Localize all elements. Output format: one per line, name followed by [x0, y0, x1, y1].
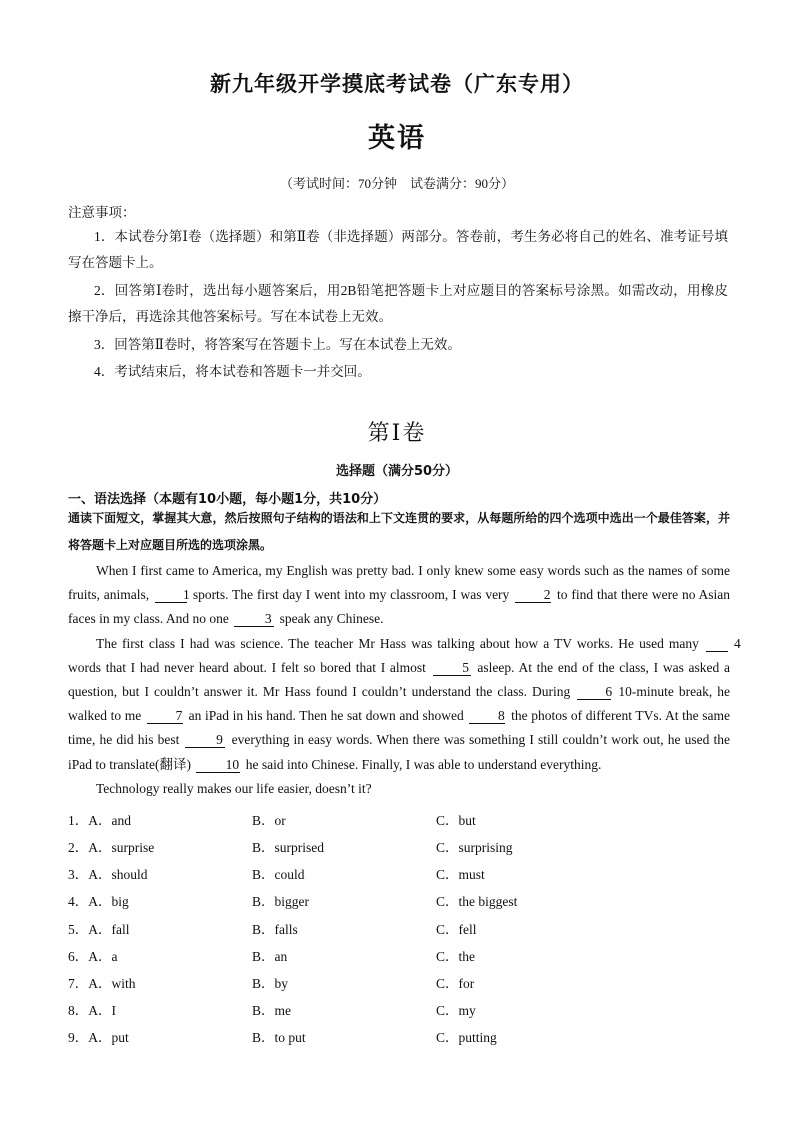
- note-item: 1．本试卷分第Ⅰ卷（选择题）和第Ⅱ卷（非选择题）两部分。答卷前，考生务必将自己的姓名、准考证号填写在答题卡上。: [68, 229, 728, 270]
- passage-paragraph-2: The first class I had was science. The teacher Mr Hass was talking about how a TV works. He used many 4 words that I had never heard about. I felt so bored that I almost 5 asleep. At the end of the class, I was asked a question, but I couldn’t answer it. Mr Hass found I couldn’t understand the class. During 6 10-minute break, he walked to me 7 an iPad in his hand. Then he sat down and showed 8 the photos of different TVs. At the same time, he did his best 9 everything in easy words. When there was something I still couldn’t work out, he used the iPad to translate(翻译) 10 he said into Chinese. Finally, I was able to understand everything.: [68, 635, 741, 772]
- option-c[interactable]: C．the: [436, 949, 475, 964]
- option-c[interactable]: C．for: [436, 976, 475, 991]
- option-b[interactable]: B．could: [252, 867, 305, 882]
- option-c[interactable]: C．putting: [436, 1030, 497, 1045]
- answer-blank: 2: [515, 587, 551, 603]
- question-row: 1．A．and B．or C．but: [68, 809, 730, 831]
- question-row: 9．A．put B．to put C．putting: [68, 1026, 730, 1048]
- option-c[interactable]: C．fell: [436, 922, 477, 937]
- section-title: 选择题（满分50分）: [335, 464, 459, 479]
- volume-title: 第Ⅰ卷: [367, 420, 427, 445]
- question-row: 4．A．big B．bigger C．the biggest: [68, 890, 730, 912]
- option-b[interactable]: B．to put: [252, 1030, 306, 1045]
- option-b[interactable]: B．bigger: [252, 894, 309, 909]
- question-row: 8．A．I B．me C．my: [68, 999, 730, 1021]
- reading-passage: [68, 559, 741, 801]
- option-c[interactable]: C．must: [436, 867, 485, 882]
- option-c[interactable]: C．but: [436, 813, 476, 828]
- time-info: （考试时间：70分钟 试卷满分：90分）: [279, 176, 514, 191]
- passage-paragraph-3: Technology really makes our life easier, doesn’t it?: [96, 780, 372, 796]
- answer-blank: 9: [185, 732, 225, 748]
- note-item: 3．回答第Ⅱ卷时，将答案写在答题卡上。写在本试卷上无效。: [94, 337, 461, 352]
- note-item: 2．回答第Ⅰ卷时，选出每小题答案后，用2B铅笔把答题卡上对应题目的答案标号涂黑。如需改动，用橡皮擦干净后，再选涂其他答案标号。写在本试卷上无效。: [68, 283, 728, 324]
- answer-blank: 3: [234, 611, 274, 627]
- answer-blank: 6: [577, 684, 611, 700]
- answer-blank: 8: [469, 708, 505, 724]
- option-b[interactable]: B．or: [252, 813, 286, 828]
- answer-blank: 10: [196, 757, 240, 773]
- option-b[interactable]: B．me: [252, 1003, 291, 1018]
- notes-heading: 注意事项：: [68, 205, 136, 220]
- answer-blank: 1: [155, 587, 187, 603]
- question-row: 3．A．should B．could C．must: [68, 863, 730, 885]
- question-row: 5．A．fall B．falls C．fell: [68, 918, 730, 940]
- option-b[interactable]: B．surprised: [252, 840, 324, 855]
- question-row: 6．A．a B．an C．the: [68, 945, 730, 967]
- answer-blank: 7: [147, 708, 183, 724]
- subject-title: 英语: [368, 123, 426, 154]
- option-b[interactable]: B．by: [252, 976, 289, 991]
- answer-blank: 4: [706, 636, 728, 652]
- option-b[interactable]: B．falls: [252, 922, 298, 937]
- question-row: 7．A．with B．by C．for: [68, 972, 730, 994]
- exam-title: 新九年级开学摸底考试卷（广东专用）: [210, 72, 584, 96]
- part-heading: 一、语法选择（本题有10小题，每小题1分，共10分）: [68, 492, 387, 507]
- option-c[interactable]: C．surprising: [436, 840, 513, 855]
- question-row: 2．A．surprise B．surprised C．surprising: [68, 836, 730, 858]
- option-c[interactable]: C．the biggest: [436, 894, 518, 909]
- option-b[interactable]: B．an: [252, 949, 288, 964]
- part-instruction: 通读下面短文，掌握其大意，然后按照句子结构的语法和上下文连贯的要求，从每题所给的四个选项中选出一个最佳答案，并将答题卡上对应题目所选的选项涂黑。: [68, 511, 730, 552]
- answer-blank: 5: [433, 660, 471, 676]
- passage-paragraph-1: When I first came to America, my English was pretty bad. I only knew some easy words such as the names of some fruits, animals, 1 sports. The first day I went into my classroom, I was very 2 to find that there were no Asian faces in my class. And no one 3 speak any Chinese.: [68, 563, 731, 627]
- option-c[interactable]: C．my: [436, 1003, 476, 1018]
- note-item: 4．考试结束后，将本试卷和答题卡一并交回。: [94, 364, 371, 379]
